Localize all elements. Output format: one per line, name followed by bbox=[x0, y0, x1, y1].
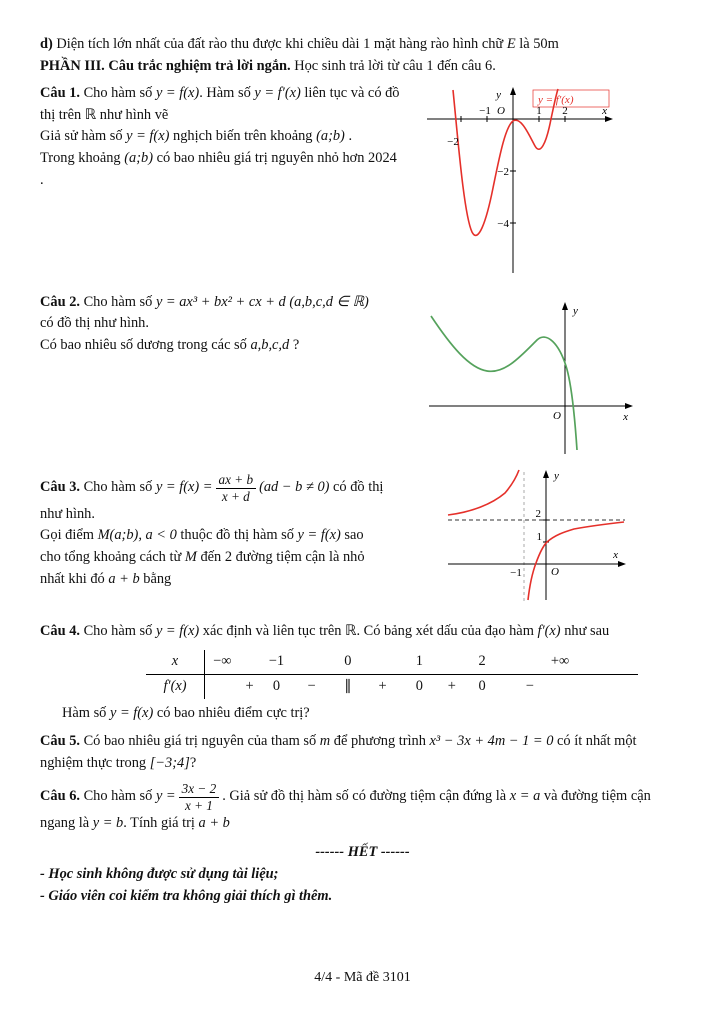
text-run: Giả sử hàm số bbox=[40, 128, 127, 145]
y-axis-arrow bbox=[562, 302, 568, 310]
curve-label: y = f′(x) bbox=[538, 94, 574, 107]
text-run: Diện tích lớn nhất của đất rào thu được khi chiều dài 1 mặt hàng rào hình chữ bbox=[52, 36, 507, 52]
text-run: thuộc đồ thị hàm số bbox=[176, 527, 298, 544]
math-run: a + b bbox=[198, 814, 230, 831]
note-2: - Giáo viên coi kiểm tra không giải thích gì thêm. bbox=[40, 887, 333, 904]
question-label: Câu 6. bbox=[40, 788, 80, 805]
math-run: a,b,c,d bbox=[250, 337, 290, 354]
text-run: nghịch biến trên khoảng bbox=[169, 128, 317, 145]
question-2-graph bbox=[425, 298, 640, 466]
math-run: M bbox=[184, 549, 197, 565]
text-run: . bbox=[344, 128, 353, 145]
y-tick-label: 1 bbox=[536, 531, 542, 544]
fraction bbox=[216, 472, 257, 503]
math-run: a + b bbox=[108, 570, 140, 587]
paragraph bbox=[62, 703, 685, 725]
sign-table-row-x bbox=[146, 650, 638, 675]
text-run: xác định và liên tục trên ℝ. Có bảng xét dấu của đạo hàm bbox=[199, 623, 538, 640]
item-d-label: d) bbox=[40, 36, 53, 52]
text-run: như sau bbox=[560, 623, 610, 640]
question-2-text bbox=[40, 292, 425, 357]
x-tick-label: −1 bbox=[510, 567, 522, 580]
paragraph bbox=[40, 126, 402, 148]
page-footer: 4/4 - Mã đề 3101 bbox=[314, 970, 411, 985]
math-run: y = f(x) bbox=[109, 704, 154, 721]
question-label: Câu 5. bbox=[40, 733, 80, 750]
text-run: Gọi điểm bbox=[40, 527, 98, 544]
paragraph bbox=[40, 753, 685, 775]
math-run: (a,b,c,d ∈ ℝ) bbox=[289, 293, 369, 310]
math-run: m bbox=[319, 733, 331, 750]
text-run: . Tính giá trị bbox=[123, 814, 199, 831]
text-run: như hình. bbox=[40, 505, 95, 522]
cubic-graph bbox=[425, 298, 640, 458]
math-run: x³ − 3x + 4m − 1 = 0 bbox=[429, 733, 554, 750]
hyperbola-branch-left bbox=[448, 470, 519, 515]
paragraph bbox=[40, 781, 685, 812]
text-run: Trong khoảng bbox=[40, 150, 125, 167]
math-run: E bbox=[506, 36, 516, 52]
text-run: Cho hàm số bbox=[79, 85, 156, 102]
table-value: −∞ bbox=[213, 652, 232, 669]
question-6 bbox=[40, 781, 685, 834]
paragraph bbox=[40, 148, 402, 191]
text-run: Cho hàm số bbox=[79, 293, 156, 310]
x-axis-arrow bbox=[618, 561, 626, 567]
table-value: 1 bbox=[415, 652, 423, 669]
y-tick-label: 2 bbox=[535, 508, 541, 521]
derivative-curve bbox=[453, 89, 558, 235]
paragraph bbox=[40, 813, 685, 835]
x-axis-label: x bbox=[602, 105, 607, 118]
table-sign: − bbox=[525, 677, 534, 694]
math-run: y = b bbox=[92, 814, 124, 831]
text-run: và đường tiệm cận bbox=[540, 788, 651, 805]
text-run: cho tổng khoảng cách từ bbox=[40, 549, 185, 565]
origin-label: O bbox=[497, 105, 505, 118]
question-label: Câu 2. bbox=[40, 293, 80, 310]
y-axis-label: y bbox=[496, 89, 501, 102]
x-tick-label: −2 bbox=[447, 136, 459, 149]
text-run: . bbox=[40, 171, 44, 188]
math-run: f′(x) bbox=[537, 623, 561, 640]
math-run: y = f(x) = bbox=[155, 479, 213, 496]
text-run: bằng bbox=[139, 570, 172, 587]
table-sign: − bbox=[307, 677, 316, 694]
hyperbola-graph bbox=[444, 466, 629, 606]
paragraph bbox=[40, 313, 425, 335]
text-run: nhất khi đó bbox=[40, 570, 109, 587]
math-run: y = f(x) bbox=[297, 527, 341, 544]
text-run: ngang là bbox=[40, 814, 93, 831]
question-2 bbox=[40, 292, 685, 466]
sign-table-sign-values bbox=[204, 675, 638, 699]
hyperbola-branch-right bbox=[528, 522, 624, 600]
text-run: Hàm số bbox=[62, 704, 110, 721]
paragraph bbox=[40, 335, 425, 357]
paragraph bbox=[40, 731, 685, 753]
question-1 bbox=[40, 83, 685, 285]
fraction-denominator: x + 1 bbox=[184, 797, 213, 813]
math-run: y = f(x) bbox=[126, 128, 170, 145]
text-run: có bao nhiêu điểm cực trị? bbox=[153, 704, 310, 721]
paragraph bbox=[40, 621, 685, 643]
x-tick-label: 1 bbox=[536, 105, 542, 118]
text-run: Cho hàm số bbox=[79, 788, 156, 805]
math-run: [−3;4] bbox=[149, 754, 190, 771]
paragraph bbox=[40, 547, 430, 569]
paragraph bbox=[40, 472, 430, 503]
math-run: x = a bbox=[509, 788, 541, 805]
text-run: liên tục và có đồ thị trên ℝ như hình vẽ bbox=[40, 85, 400, 123]
part-heading bbox=[40, 56, 685, 78]
sign-table-x-values bbox=[204, 650, 638, 674]
text-run: ? bbox=[289, 337, 300, 354]
sign-table-row-fprime bbox=[146, 675, 638, 699]
question-3 bbox=[40, 472, 685, 614]
text-run: . Giả sử đồ thị hàm số có đường tiệm cận đứng là bbox=[222, 788, 510, 805]
math-run: y = f′(x) bbox=[254, 85, 301, 102]
text-run: để phương trình bbox=[330, 733, 430, 750]
text-run: có bao nhiêu giá trị nguyên nhỏ hơn bbox=[153, 150, 369, 167]
math-run: y = f(x) bbox=[155, 623, 200, 640]
sign-table-header-x: x bbox=[171, 652, 179, 669]
paragraph bbox=[40, 292, 425, 314]
x-axis-label: x bbox=[613, 549, 618, 562]
origin-label: O bbox=[551, 566, 559, 579]
y-axis-arrow bbox=[510, 87, 516, 95]
text-run: có ít nhất một bbox=[553, 733, 637, 750]
x-axis-arrow bbox=[625, 403, 633, 409]
note-1: - Học sinh không được sử dụng tài liệu; bbox=[40, 866, 279, 883]
table-value: 2 bbox=[478, 652, 486, 669]
text-run: Có bao nhiêu giá trị nguyên của tham số bbox=[79, 733, 320, 750]
math-run: y = ax³ + bx² + cx + d bbox=[155, 293, 286, 310]
math-run: M(a;b), a < 0 bbox=[97, 527, 177, 544]
table-value: +∞ bbox=[550, 652, 570, 669]
math-run: (a;b) bbox=[124, 150, 154, 167]
table-sign: 0 bbox=[415, 677, 423, 694]
text-run: sao bbox=[340, 527, 364, 544]
text-run: 50m bbox=[533, 36, 559, 52]
cubic-curve bbox=[431, 316, 577, 450]
table-sign: ∥ bbox=[344, 677, 352, 694]
table-sign: + bbox=[447, 677, 456, 694]
text-run: 2024 bbox=[368, 150, 397, 167]
question-3-text bbox=[40, 472, 430, 590]
table-sign: + bbox=[378, 677, 387, 694]
paragraph bbox=[40, 525, 430, 547]
item-d bbox=[40, 34, 685, 56]
text-run: có đồ thị bbox=[329, 479, 384, 496]
x-tick-label: −1 bbox=[479, 105, 491, 118]
table-sign: 0 bbox=[478, 677, 486, 694]
text-run: là bbox=[515, 36, 534, 52]
question-label: Câu 3. bbox=[40, 479, 80, 496]
table-value: 0 bbox=[344, 652, 352, 669]
y-axis-label: y bbox=[554, 470, 559, 483]
sign-table bbox=[146, 650, 638, 699]
part-heading-label: PHẦN III. Câu trắc nghiệm trả lời ngắn. bbox=[40, 57, 291, 74]
sign-table-header-fprime: f′(x) bbox=[163, 677, 187, 694]
text-run: ? bbox=[189, 754, 197, 771]
question-5 bbox=[40, 731, 685, 774]
math-run: (a;b) bbox=[316, 128, 345, 145]
x-axis-label: x bbox=[623, 410, 628, 423]
y-axis-arrow bbox=[543, 470, 549, 478]
text-run: Có bao nhiêu số dương trong các số bbox=[40, 337, 251, 354]
math-run: y = bbox=[155, 788, 176, 805]
question-3-graph bbox=[444, 466, 629, 614]
text-run: Học sinh trả lời từ câu 1 đến câu 6. bbox=[290, 57, 496, 74]
question-label: Câu 4. bbox=[40, 623, 80, 640]
end-marker: ------ HẾT ------ bbox=[315, 844, 410, 861]
fraction-denominator: x + d bbox=[221, 488, 250, 504]
question-label: Câu 1. bbox=[40, 85, 80, 102]
paragraph bbox=[40, 569, 430, 591]
fraction-numerator: 3x − 2 bbox=[179, 781, 220, 797]
math-run: (ad − b ≠ 0) bbox=[259, 479, 330, 496]
question-1-text bbox=[40, 83, 402, 191]
table-value: −1 bbox=[268, 652, 285, 669]
y-tick-label: −4 bbox=[497, 218, 509, 231]
question-1-graph bbox=[425, 85, 615, 285]
x-tick-label: 2 bbox=[562, 105, 568, 118]
text-run: nghiệm thực trong bbox=[40, 754, 150, 771]
text-run: . Hàm số bbox=[199, 85, 255, 102]
paragraph bbox=[40, 504, 430, 526]
fraction bbox=[179, 781, 220, 812]
text-run: đến 2 đường tiệm cận là nhỏ bbox=[196, 549, 365, 565]
question-4 bbox=[40, 621, 685, 724]
text-run: Cho hàm số bbox=[79, 623, 156, 640]
table-sign: 0 bbox=[272, 677, 281, 694]
math-run: y = f(x) bbox=[155, 85, 200, 102]
fraction-numerator: ax + b bbox=[216, 472, 257, 488]
derivative-graph bbox=[425, 85, 615, 277]
table-sign: + bbox=[245, 677, 254, 694]
origin-label: O bbox=[553, 409, 561, 422]
text-run: có đồ thị như hình. bbox=[40, 315, 149, 332]
text-run: Cho hàm số bbox=[79, 479, 156, 496]
paragraph bbox=[40, 83, 402, 126]
y-axis-label: y bbox=[573, 304, 578, 317]
y-tick-label: −2 bbox=[497, 166, 509, 179]
